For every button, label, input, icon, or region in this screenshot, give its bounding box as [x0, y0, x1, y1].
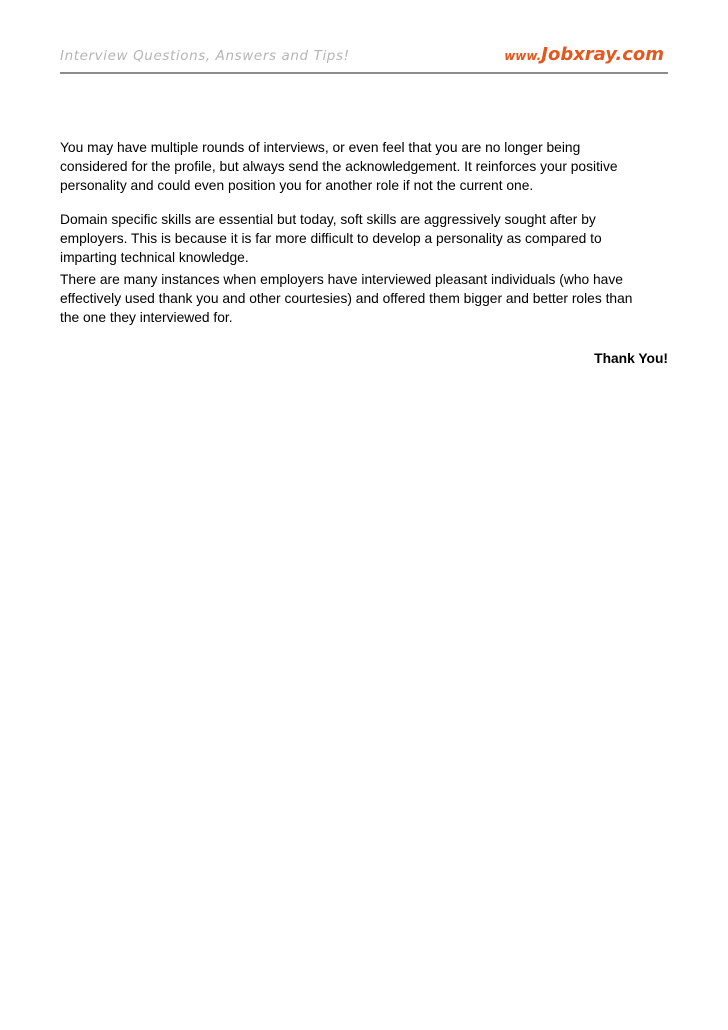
paragraph-line: the one they interviewed for.	[60, 310, 233, 325]
header-site	[504, 44, 664, 65]
paragraph-instances	[60, 270, 674, 327]
page-header	[60, 44, 668, 74]
paragraph-acknowledgement	[60, 138, 674, 195]
header-site-name: Jobxray.com	[541, 44, 664, 65]
paragraph-line: personality and could even position you for another role if not the current one.	[60, 178, 534, 193]
paragraph-line: You may have multiple rounds of interviews, or even feel that you are no longer being	[60, 140, 581, 155]
paragraph-line: effectively used thank you and other courtesies) and offered them bigger and better roles than	[60, 291, 633, 306]
body-text	[60, 138, 674, 327]
paragraph-line: employers. This is because it is far more difficult to develop a personality as compared to	[60, 231, 602, 246]
closing-thank-you: Thank You!	[594, 351, 668, 366]
header-site-prefix: www.	[504, 49, 542, 63]
header-title: Interview Questions, Answers and Tips!	[60, 48, 350, 64]
paragraph-line: There are many instances when employers have interviewed pleasant individuals (who have	[60, 272, 623, 287]
paragraph-line: Domain specific skills are essential but today, soft skills are aggressively sought after by	[60, 212, 596, 227]
paragraph-line: considered for the profile, but always send the acknowledgement. It reinforces your positive	[60, 159, 618, 174]
paragraph-line: imparting technical knowledge.	[60, 250, 249, 265]
paragraph-soft-skills	[60, 210, 674, 267]
